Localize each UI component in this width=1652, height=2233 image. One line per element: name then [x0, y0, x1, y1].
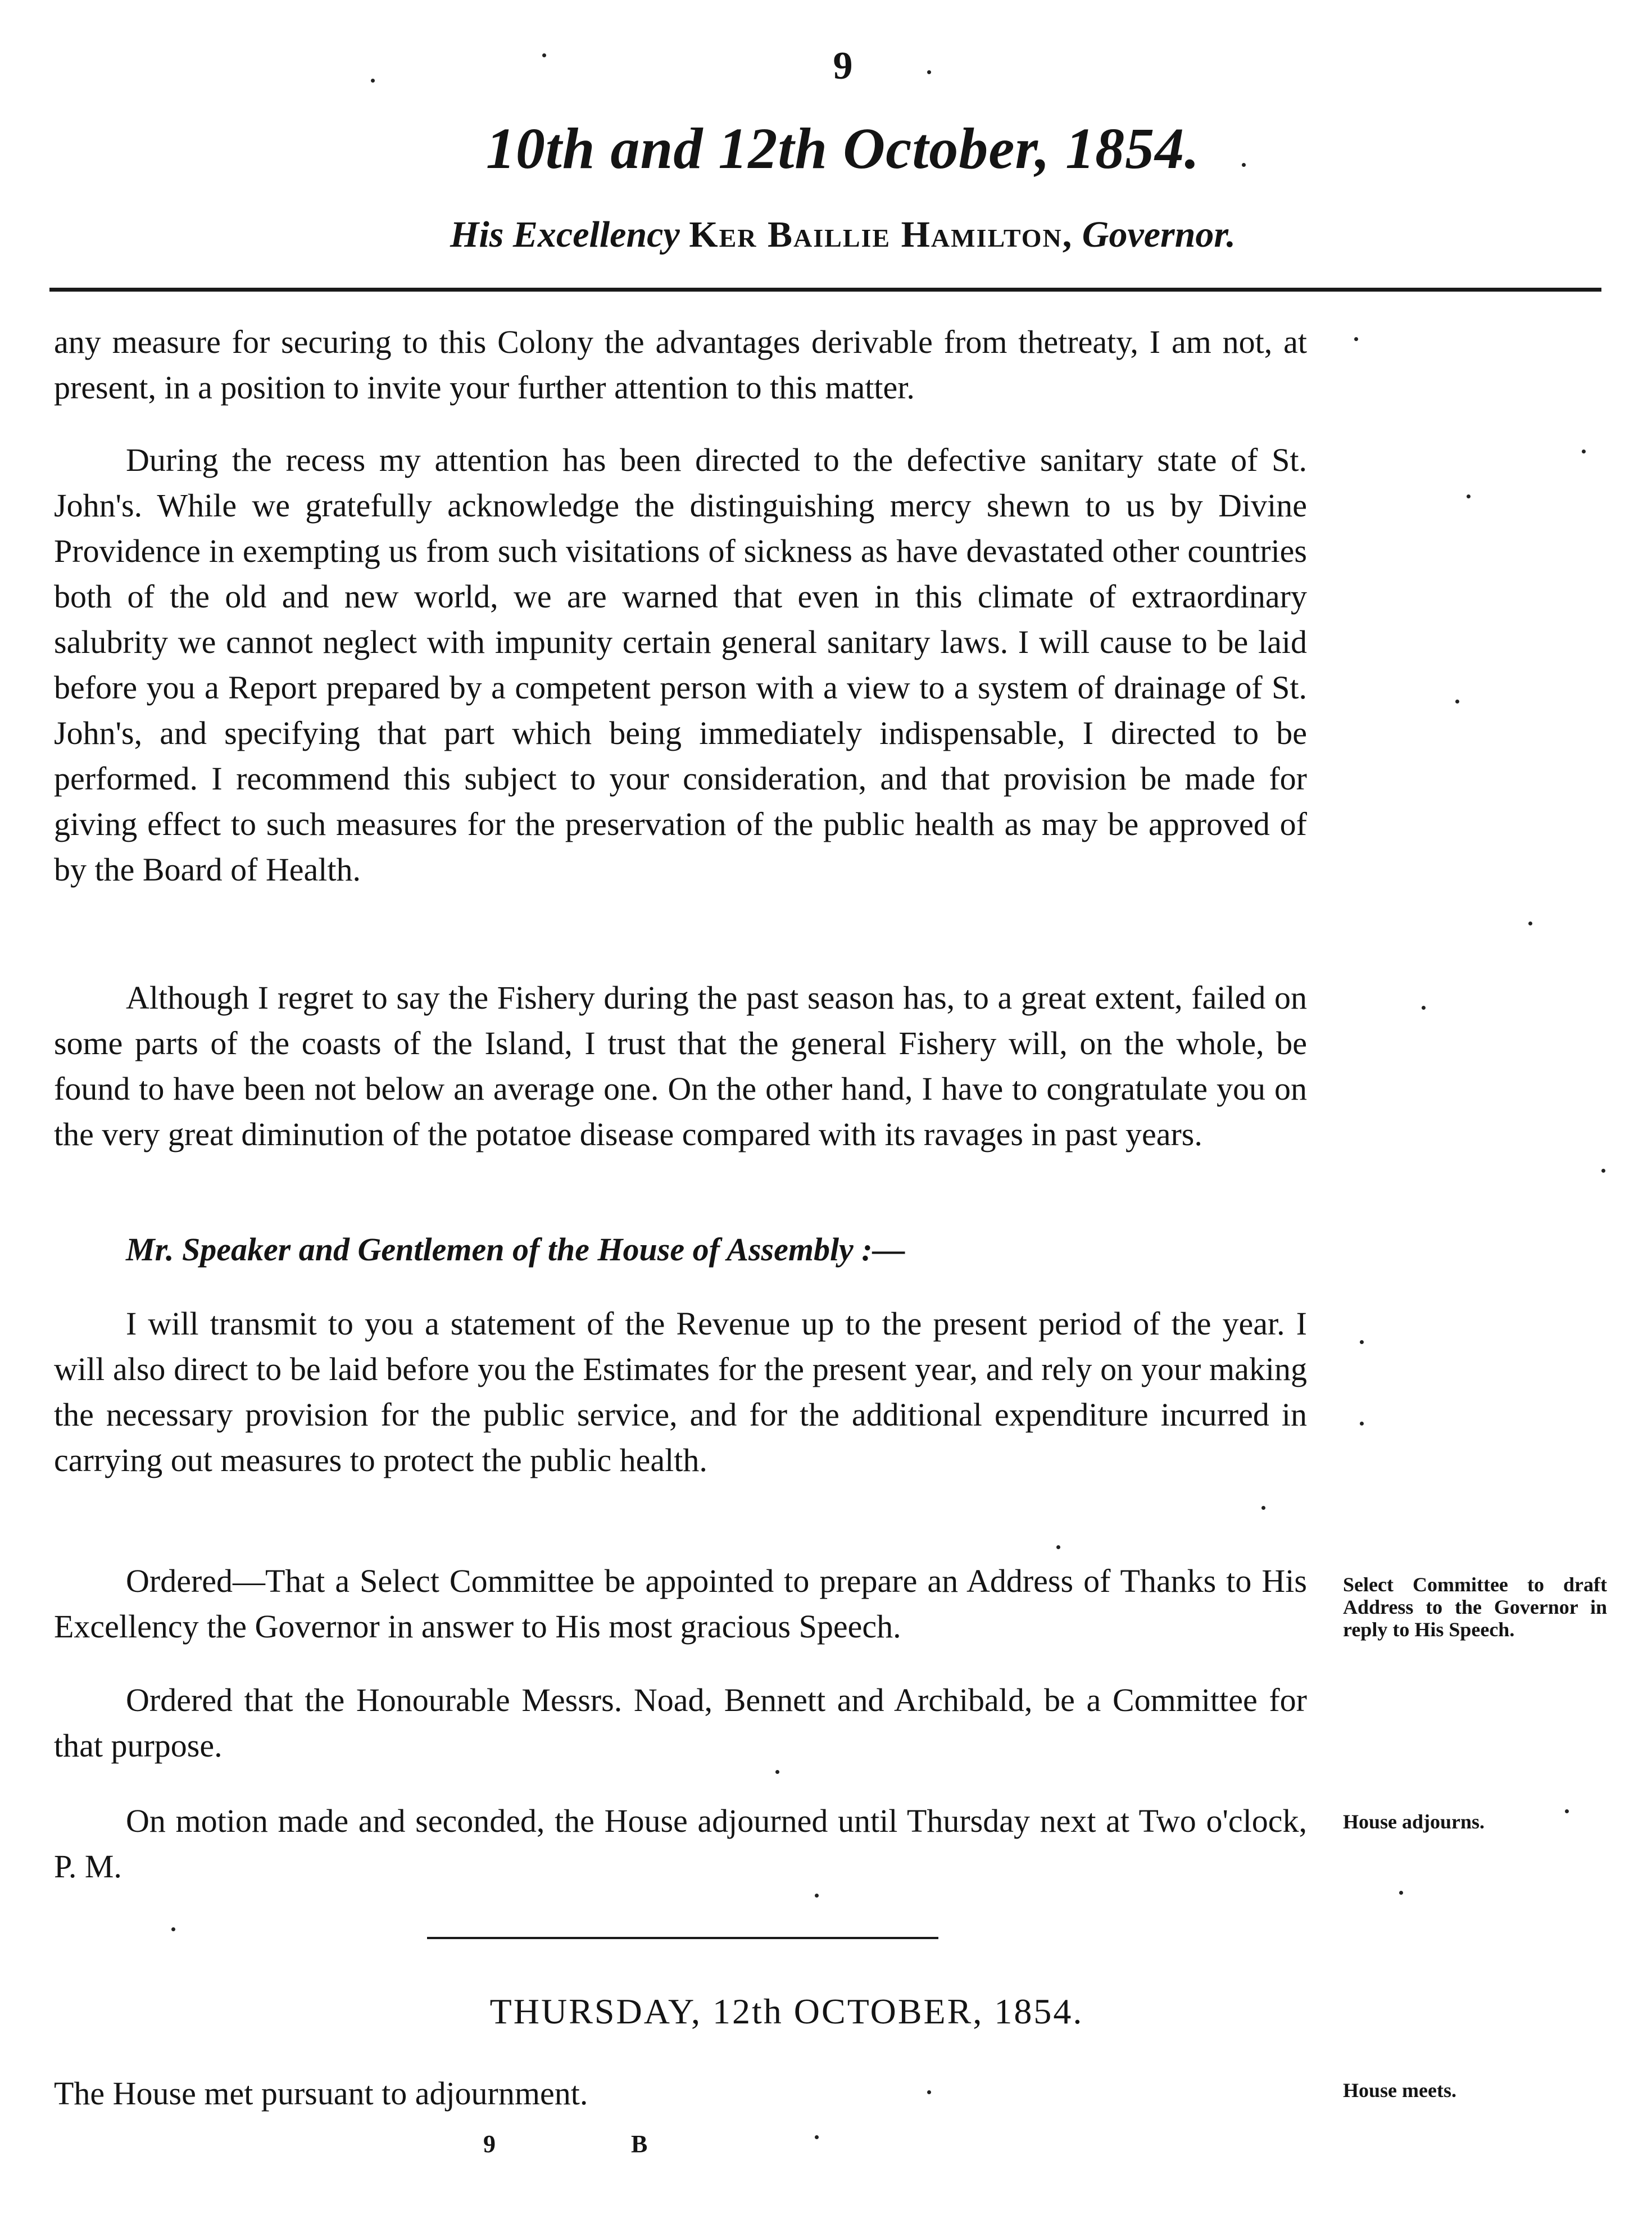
scan-speck	[542, 53, 546, 57]
day-heading: THURSDAY, 12th OCTOBER, 1854.	[489, 1991, 1084, 2031]
scan-speck	[815, 2135, 819, 2139]
signature-marks	[483, 2130, 764, 2158]
scan-speck	[371, 79, 375, 83]
order-select-committee	[54, 1558, 1307, 1649]
signature-mark: B	[631, 2130, 648, 2158]
scan-speck	[775, 1770, 779, 1774]
scan-speck	[1582, 450, 1586, 453]
scan-speck	[1360, 1340, 1364, 1344]
paragraph-text: Although I regret to say the Fishery during the past season has, to a great extent, failed on some parts of the coasts of the Island, I trust that the general Fishery will, on the whole, be found to have been not below an average one. On the other hand, I have to congratulate you on the very great diminution of the potatoe disease compared with its ravages in past years.	[54, 979, 1307, 1152]
meeting-line: The House met pursuant to adjournment.	[54, 2075, 588, 2112]
scan-speck	[1242, 163, 1246, 167]
scan-speck	[171, 1927, 175, 1931]
scan-speck	[1528, 922, 1532, 925]
paragraph-text: any measure for securing to this Colony the advantages derivable from thetreaty, I am not, at present, in a position to invite your further attention to this matter.	[54, 324, 1307, 406]
governor-prefix: His Excellency	[450, 214, 680, 255]
scan-speck	[1422, 1006, 1426, 1010]
signature-mark: 9	[483, 2130, 496, 2158]
margin-note-meets: House meets.	[1343, 2079, 1456, 2102]
governor-name: Ker Baillie Hamilton,	[689, 214, 1073, 255]
page-number: 9	[833, 44, 853, 88]
scan-speck	[1056, 1545, 1060, 1549]
scan-speck	[1399, 1891, 1403, 1895]
paragraph-revenue	[54, 1301, 1307, 1483]
paragraph-continuation	[54, 319, 1307, 410]
order-adjournment	[54, 1798, 1307, 1889]
date-heading: 10th and 12th October, 1854.	[485, 116, 1200, 181]
scan-speck	[1601, 1169, 1605, 1173]
order-committee-members	[54, 1677, 1307, 1768]
paragraph-text: I will transmit to you a statement of the Revenue up to the present period of the year. I will also direct to be laid before you the Estimates for the present year, and rely on your making the necessary provision for the public service, and for the additional expenditure incurred in carrying out measures to protect the public health.	[54, 1305, 1307, 1478]
order-text: Ordered—That a Select Committee be appointed to prepare an Address of Thanks to His Excellency the Governor in answer to His most gracious Speech.	[54, 1563, 1307, 1645]
scan-speck	[927, 70, 931, 74]
scan-speck	[1360, 1422, 1364, 1426]
scan-speck	[815, 1894, 819, 1898]
salutation: Mr. Speaker and Gentlemen of the House of Assembly :—	[126, 1231, 905, 1268]
scan-speck	[1261, 1506, 1265, 1510]
paragraph-sanitary	[54, 437, 1307, 892]
scan-speck	[1455, 700, 1459, 704]
header-rule	[49, 288, 1601, 292]
order-text: Ordered that the Honourable Messrs. Noad, Bennett and Archibald, be a Committee for that purpose.	[54, 1682, 1307, 1764]
paragraph-text: During the recess my attention has been directed to the defective sanitary state of St. John's. While we gratefully acknowledge the distinguishing mercy shewn to us by Divine Providence in exempting us from such visitations of sickness as have devastated other countries both of the old and new world, we are warned that even in this climate of extraordinary salubrity we cannot neglect with impunity certain general sanitary laws. I will cause to be laid before you a Report prepared by a competent person with a view to a system of drainage of St. John's, and specifying that part which being immediately indispensable, I directed to be performed. I recommend this subject to your consideration, and that provision be made for giving effect to such measures for the preservation of the public health as may be approved of by the Board of Health.	[54, 442, 1307, 888]
governor-title: Governor.	[1082, 214, 1236, 255]
section-rule	[427, 1937, 938, 1939]
margin-note-committee: Select Committee to draft Address to the Governor in reply to His Speech.	[1343, 1573, 1607, 1641]
scan-speck	[1354, 337, 1358, 341]
scan-speck	[1467, 494, 1471, 498]
paragraph-fishery	[54, 975, 1307, 1157]
salutation-block	[54, 1227, 1307, 1272]
order-text: On motion made and seconded, the House adjourned until Thursday next at Two o'clock, P. M.	[54, 1803, 1307, 1885]
scan-speck	[927, 2090, 931, 2094]
scan-speck	[1565, 1809, 1569, 1813]
governor-line	[281, 214, 1405, 256]
margin-note-adjourns: House adjourns.	[1343, 1810, 1485, 1833]
